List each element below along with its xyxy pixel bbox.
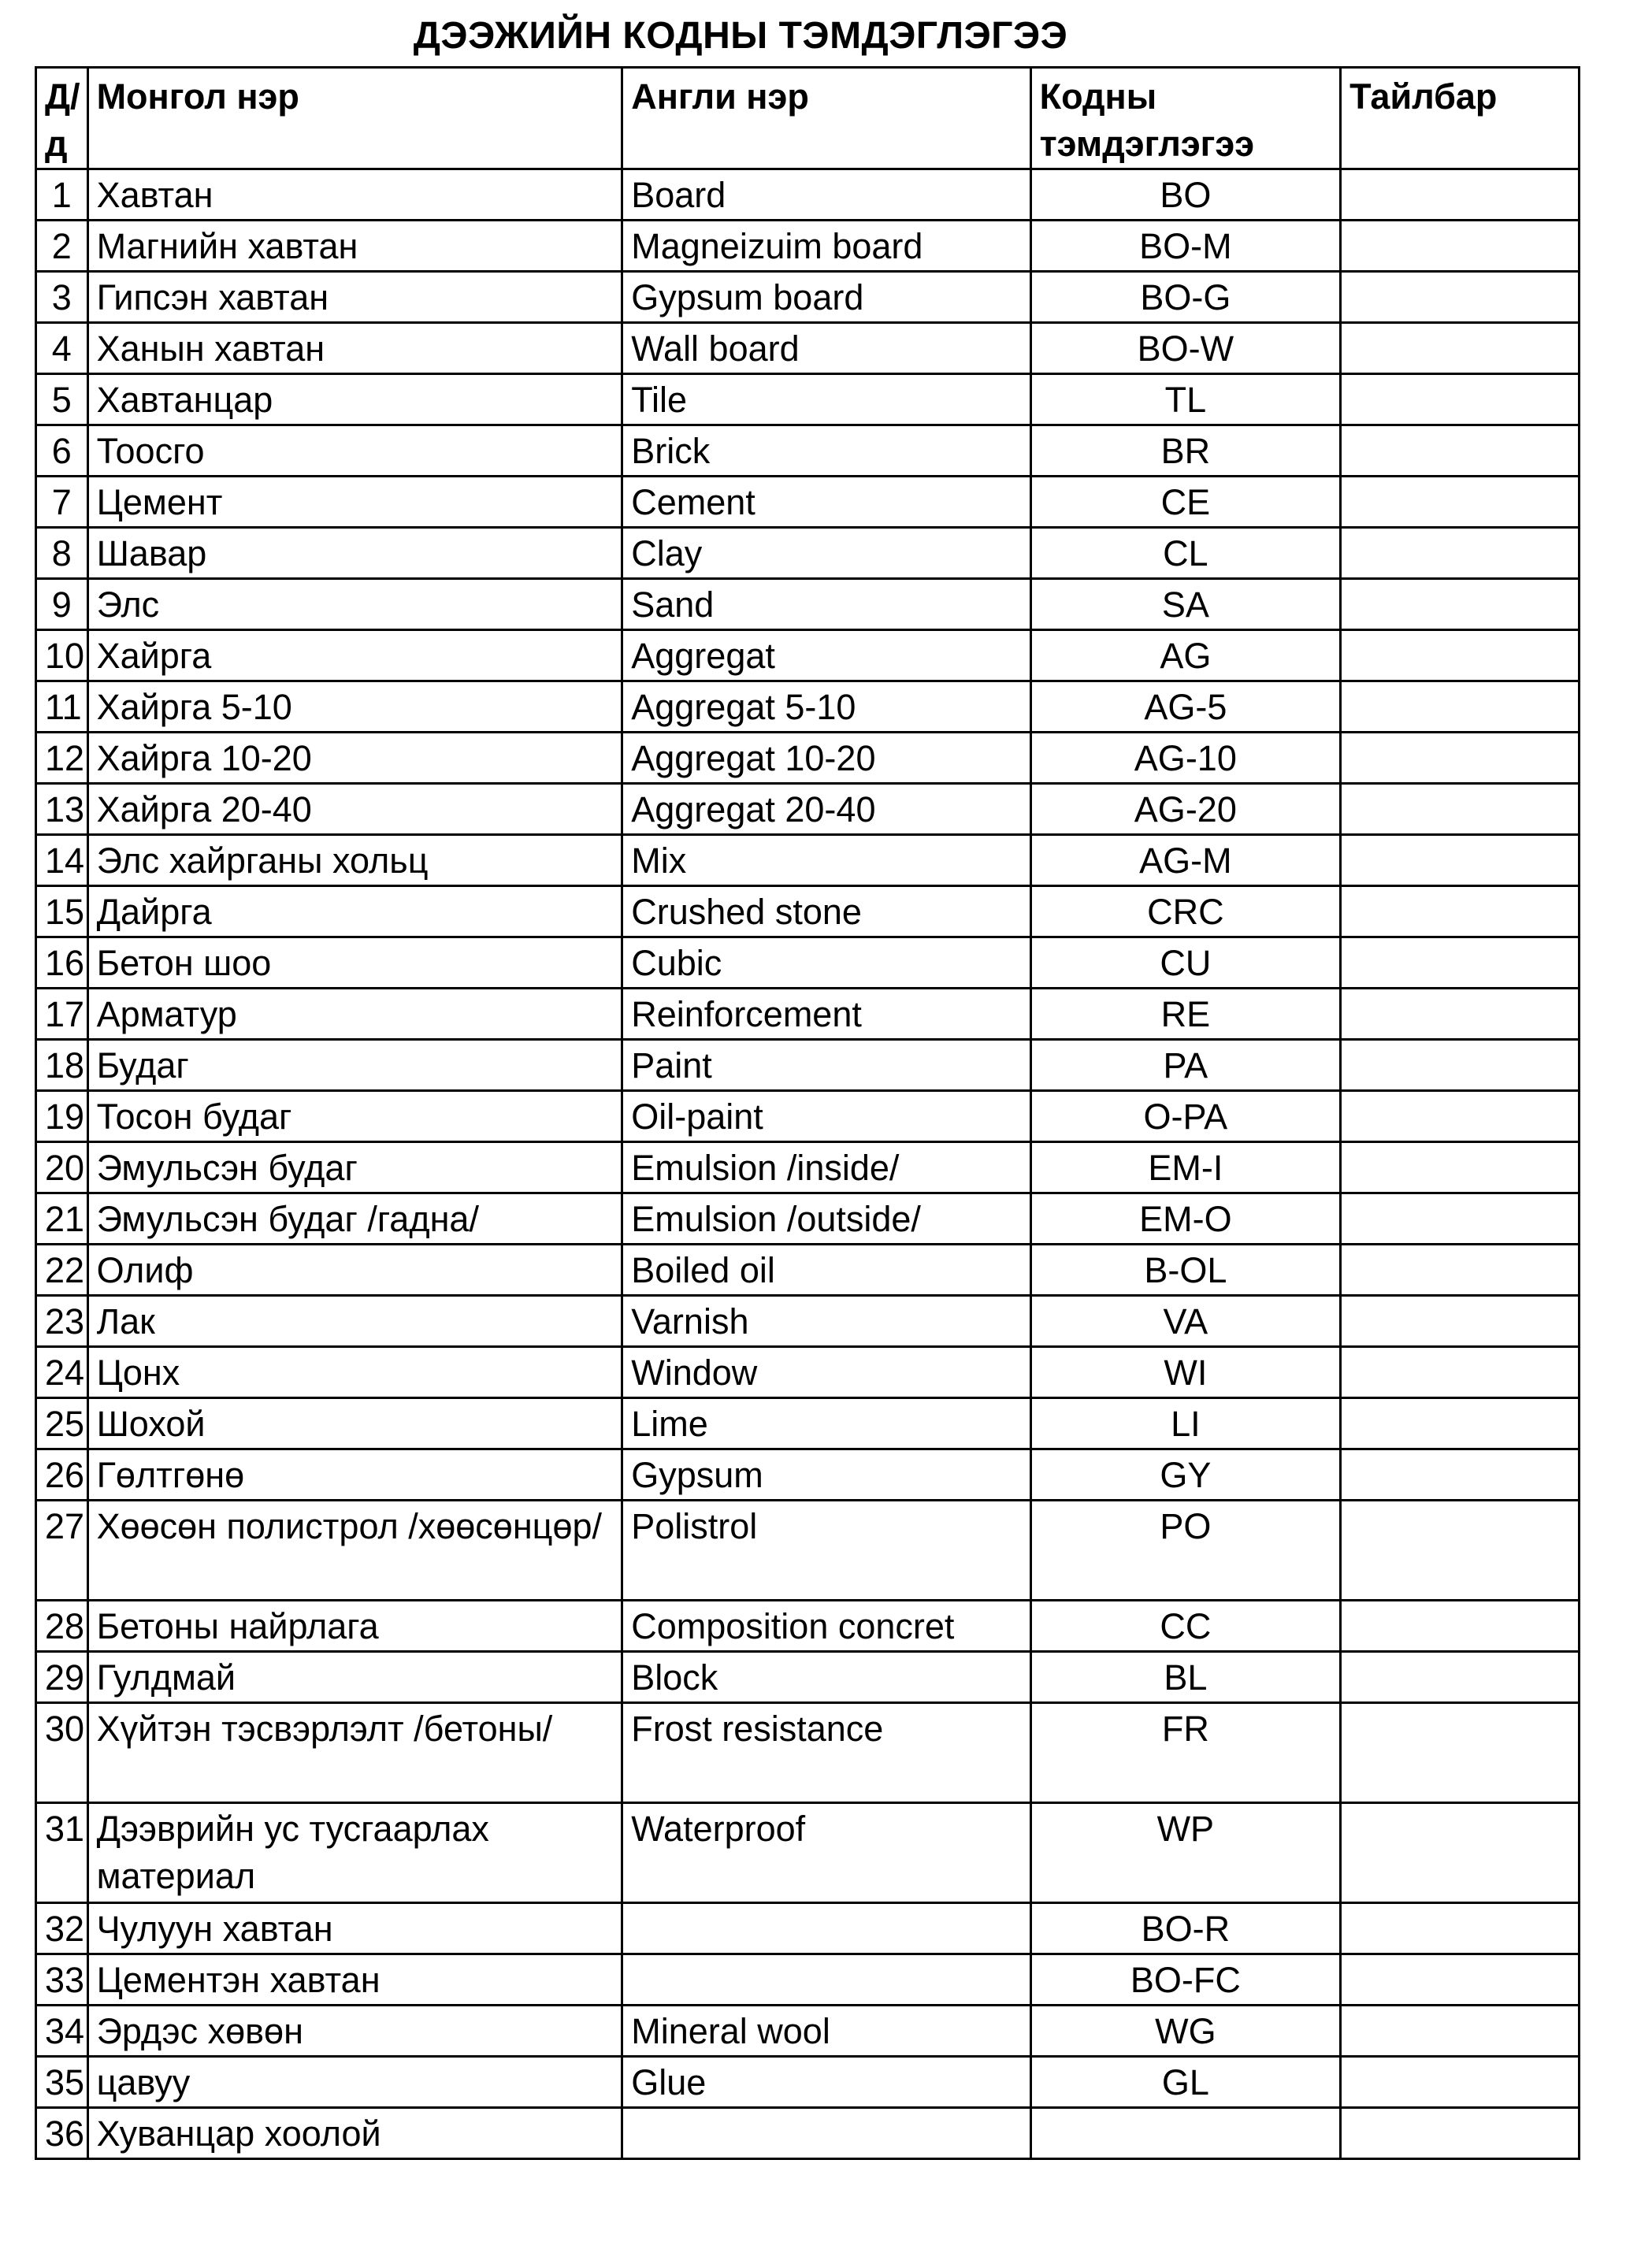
note-cell	[1341, 989, 1580, 1040]
code-cell	[1030, 2108, 1340, 2159]
english-name-cell: Wall board	[622, 323, 1030, 374]
mongolian-name-cell: Олиф	[87, 1245, 622, 1296]
english-name-cell: Crushed stone	[622, 886, 1030, 937]
code-cell: WG	[1030, 2006, 1340, 2057]
table-row	[36, 681, 1580, 733]
row-number-cell: 6	[36, 425, 88, 477]
note-cell	[1341, 169, 1580, 221]
english-name-cell: Gypsum	[622, 1449, 1030, 1501]
english-name-cell: Aggregat 20-40	[622, 784, 1030, 835]
note-cell	[1341, 579, 1580, 630]
mongolian-name-cell: Гипсэн хавтан	[87, 272, 622, 323]
code-cell: CE	[1030, 477, 1340, 528]
mongolian-name-cell: Чулуун хавтан	[87, 1903, 622, 1954]
table-row	[36, 937, 1580, 989]
row-number-cell: 3	[36, 272, 88, 323]
note-cell	[1341, 1398, 1580, 1449]
mongolian-name-cell: Арматур	[87, 989, 622, 1040]
table-row	[36, 169, 1580, 221]
row-number-cell: 5	[36, 374, 88, 425]
english-name-cell: Brick	[622, 425, 1030, 477]
note-cell	[1341, 1703, 1580, 1803]
code-cell: BO-W	[1030, 323, 1340, 374]
table-row	[36, 1449, 1580, 1501]
code-cell: VA	[1030, 1296, 1340, 1347]
mongolian-name-cell: Бетон шоо	[87, 937, 622, 989]
table-row	[36, 1142, 1580, 1193]
row-number-cell: 9	[36, 579, 88, 630]
english-name-cell: Composition concret	[622, 1601, 1030, 1652]
mongolian-name-cell: Хайрга 5-10	[87, 681, 622, 733]
code-cell: BL	[1030, 1652, 1340, 1703]
row-number-cell: 20	[36, 1142, 88, 1193]
row-number-cell: 26	[36, 1449, 88, 1501]
table-row	[36, 1296, 1580, 1347]
english-name-cell: Aggregat 10-20	[622, 733, 1030, 784]
row-number-cell: 30	[36, 1703, 88, 1803]
code-cell: GL	[1030, 2057, 1340, 2108]
table-row	[36, 1803, 1580, 1903]
row-number-cell: 7	[36, 477, 88, 528]
code-cell: BO-M	[1030, 221, 1340, 272]
row-number-cell: 13	[36, 784, 88, 835]
code-cell: PO	[1030, 1501, 1340, 1601]
header-row	[36, 68, 1580, 169]
mongolian-name-cell: Хавтанцар	[87, 374, 622, 425]
table-row	[36, 1091, 1580, 1142]
note-cell	[1341, 528, 1580, 579]
row-number-cell: 1	[36, 169, 88, 221]
note-cell	[1341, 1803, 1580, 1903]
table-row	[36, 1193, 1580, 1245]
row-number-cell: 15	[36, 886, 88, 937]
note-cell	[1341, 886, 1580, 937]
code-cell: FR	[1030, 1703, 1340, 1803]
english-name-cell: Waterproof	[622, 1803, 1030, 1903]
mongolian-name-cell: Цементэн хавтан	[87, 1954, 622, 2006]
english-name-cell: Aggregat 5-10	[622, 681, 1030, 733]
header-code: Кодны тэмдэглэгээ	[1030, 68, 1340, 169]
english-name-cell: Reinforcement	[622, 989, 1030, 1040]
code-cell: AG	[1030, 630, 1340, 681]
mongolian-name-cell: Хүйтэн тэсвэрлэлт /бетоны/	[87, 1703, 622, 1803]
table-row	[36, 1652, 1580, 1703]
note-cell	[1341, 221, 1580, 272]
table-row	[36, 1347, 1580, 1398]
row-number-cell: 14	[36, 835, 88, 886]
row-number-cell: 22	[36, 1245, 88, 1296]
english-name-cell: Clay	[622, 528, 1030, 579]
row-number-cell: 2	[36, 221, 88, 272]
code-cell: PA	[1030, 1040, 1340, 1091]
row-number-cell: 33	[36, 1954, 88, 2006]
table-row	[36, 2057, 1580, 2108]
note-cell	[1341, 1501, 1580, 1601]
mongolian-name-cell: Будаг	[87, 1040, 622, 1091]
row-number-cell: 10	[36, 630, 88, 681]
code-cell: O-PA	[1030, 1091, 1340, 1142]
table-row	[36, 630, 1580, 681]
note-cell	[1341, 1954, 1580, 2006]
code-cell: BO	[1030, 169, 1340, 221]
mongolian-name-cell: Эрдэс хөвөн	[87, 2006, 622, 2057]
table-row	[36, 989, 1580, 1040]
row-number-cell: 27	[36, 1501, 88, 1601]
table-row	[36, 323, 1580, 374]
code-cell: AG-10	[1030, 733, 1340, 784]
note-cell	[1341, 323, 1580, 374]
english-name-cell: Cement	[622, 477, 1030, 528]
english-name-cell: Mineral wool	[622, 2006, 1030, 2057]
code-cell: AG-20	[1030, 784, 1340, 835]
english-name-cell: Magneizuim board	[622, 221, 1030, 272]
note-cell	[1341, 1296, 1580, 1347]
table-row	[36, 835, 1580, 886]
note-cell	[1341, 1601, 1580, 1652]
english-name-cell: Sand	[622, 579, 1030, 630]
mongolian-name-cell: Магнийн хавтан	[87, 221, 622, 272]
mongolian-name-cell: Шохой	[87, 1398, 622, 1449]
note-cell	[1341, 937, 1580, 989]
table-body	[36, 169, 1580, 2159]
english-name-cell	[622, 1903, 1030, 1954]
code-cell: CRC	[1030, 886, 1340, 937]
document-title: ДЭЭЖИЙН КОДНЫ ТЭМДЭГЛЭГЭЭ	[413, 15, 1068, 57]
mongolian-name-cell: Элс	[87, 579, 622, 630]
table-header	[36, 68, 1580, 169]
table-row	[36, 477, 1580, 528]
note-cell	[1341, 733, 1580, 784]
mongolian-name-cell: Цонх	[87, 1347, 622, 1398]
table-row	[36, 1703, 1580, 1803]
mongolian-name-cell: Цемент	[87, 477, 622, 528]
row-number-cell: 28	[36, 1601, 88, 1652]
note-cell	[1341, 784, 1580, 835]
row-number-cell: 8	[36, 528, 88, 579]
mongolian-name-cell: Элс хайрганы хольц	[87, 835, 622, 886]
note-cell	[1341, 477, 1580, 528]
code-cell: GY	[1030, 1449, 1340, 1501]
header-note: Тайлбар	[1341, 68, 1580, 169]
code-cell: BO-G	[1030, 272, 1340, 323]
note-cell	[1341, 2108, 1580, 2159]
code-cell: TL	[1030, 374, 1340, 425]
row-number-cell: 24	[36, 1347, 88, 1398]
note-cell	[1341, 2057, 1580, 2108]
mongolian-name-cell: Бетоны найрлага	[87, 1601, 622, 1652]
table-row	[36, 579, 1580, 630]
note-cell	[1341, 1040, 1580, 1091]
row-number-cell: 31	[36, 1803, 88, 1903]
mongolian-name-cell: цавуу	[87, 2057, 622, 2108]
english-name-cell: Board	[622, 169, 1030, 221]
note-cell	[1341, 1245, 1580, 1296]
header-mongolian-name: Монгол нэр	[87, 68, 622, 169]
note-cell	[1341, 425, 1580, 477]
english-name-cell: Emulsion /inside/	[622, 1142, 1030, 1193]
table-row	[36, 2006, 1580, 2057]
english-name-cell: Glue	[622, 2057, 1030, 2108]
mongolian-name-cell: Эмульсэн будаг	[87, 1142, 622, 1193]
code-cell: BO-FC	[1030, 1954, 1340, 2006]
row-number-cell: 29	[36, 1652, 88, 1703]
table-row	[36, 2108, 1580, 2159]
english-name-cell: Oil-paint	[622, 1091, 1030, 1142]
table-row	[36, 1501, 1580, 1601]
note-cell	[1341, 1449, 1580, 1501]
code-cell: BO-R	[1030, 1903, 1340, 1954]
english-name-cell: Cubic	[622, 937, 1030, 989]
english-name-cell: Boiled oil	[622, 1245, 1030, 1296]
english-name-cell: Block	[622, 1652, 1030, 1703]
sample-code-table	[35, 66, 1580, 2160]
table-row	[36, 1398, 1580, 1449]
row-number-cell: 12	[36, 733, 88, 784]
note-cell	[1341, 1903, 1580, 1954]
mongolian-name-cell: Шавар	[87, 528, 622, 579]
row-number-cell: 11	[36, 681, 88, 733]
row-number-cell: 35	[36, 2057, 88, 2108]
row-number-cell: 4	[36, 323, 88, 374]
mongolian-name-cell: Дайрга	[87, 886, 622, 937]
header-english-name: Англи нэр	[622, 68, 1030, 169]
mongolian-name-cell: Хавтан	[87, 169, 622, 221]
mongolian-name-cell: Дээврийн ус тусгаарлах материал	[87, 1803, 622, 1903]
table-row	[36, 272, 1580, 323]
english-name-cell: Paint	[622, 1040, 1030, 1091]
header-number: Д/д	[36, 68, 88, 169]
note-cell	[1341, 681, 1580, 733]
row-number-cell: 19	[36, 1091, 88, 1142]
table-row	[36, 374, 1580, 425]
table-row	[36, 425, 1580, 477]
mongolian-name-cell: Хөөсөн полистрол /хөөсөнцөр/	[87, 1501, 622, 1601]
note-cell	[1341, 1347, 1580, 1398]
row-number-cell: 18	[36, 1040, 88, 1091]
table-row	[36, 1601, 1580, 1652]
note-cell	[1341, 630, 1580, 681]
note-cell	[1341, 1091, 1580, 1142]
code-cell: CC	[1030, 1601, 1340, 1652]
table-row	[36, 733, 1580, 784]
code-cell: CU	[1030, 937, 1340, 989]
english-name-cell: Window	[622, 1347, 1030, 1398]
mongolian-name-cell: Гөлтгөнө	[87, 1449, 622, 1501]
row-number-cell: 34	[36, 2006, 88, 2057]
english-name-cell: Mix	[622, 835, 1030, 886]
table-row	[36, 1245, 1580, 1296]
english-name-cell: Varnish	[622, 1296, 1030, 1347]
english-name-cell: Tile	[622, 374, 1030, 425]
mongolian-name-cell: Хайрга	[87, 630, 622, 681]
code-cell: B-OL	[1030, 1245, 1340, 1296]
note-cell	[1341, 1193, 1580, 1245]
row-number-cell: 17	[36, 989, 88, 1040]
code-cell: LI	[1030, 1398, 1340, 1449]
note-cell	[1341, 272, 1580, 323]
code-cell: CL	[1030, 528, 1340, 579]
english-name-cell: Gypsum board	[622, 272, 1030, 323]
note-cell	[1341, 835, 1580, 886]
mongolian-name-cell: Ханын хавтан	[87, 323, 622, 374]
row-number-cell: 36	[36, 2108, 88, 2159]
note-cell	[1341, 1652, 1580, 1703]
english-name-cell: Emulsion /outside/	[622, 1193, 1030, 1245]
note-cell	[1341, 2006, 1580, 2057]
mongolian-name-cell: Тоосго	[87, 425, 622, 477]
row-number-cell: 21	[36, 1193, 88, 1245]
mongolian-name-cell: Хайрга 10-20	[87, 733, 622, 784]
code-cell: EM-O	[1030, 1193, 1340, 1245]
table-row	[36, 1954, 1580, 2006]
mongolian-name-cell: Хайрга 20-40	[87, 784, 622, 835]
note-cell	[1341, 1142, 1580, 1193]
mongolian-name-cell: Лак	[87, 1296, 622, 1347]
code-cell: WP	[1030, 1803, 1340, 1903]
row-number-cell: 25	[36, 1398, 88, 1449]
code-cell: EM-I	[1030, 1142, 1340, 1193]
row-number-cell: 16	[36, 937, 88, 989]
code-cell: AG-M	[1030, 835, 1340, 886]
english-name-cell: Aggregat	[622, 630, 1030, 681]
code-cell: RE	[1030, 989, 1340, 1040]
mongolian-name-cell: Хуванцар хоолой	[87, 2108, 622, 2159]
mongolian-name-cell: Гулдмай	[87, 1652, 622, 1703]
english-name-cell: Frost resistance	[622, 1703, 1030, 1803]
note-cell	[1341, 374, 1580, 425]
table-row	[36, 528, 1580, 579]
english-name-cell	[622, 2108, 1030, 2159]
row-number-cell: 32	[36, 1903, 88, 1954]
code-cell: SA	[1030, 579, 1340, 630]
table-row	[36, 1040, 1580, 1091]
mongolian-name-cell: Тосон будаг	[87, 1091, 622, 1142]
english-name-cell: Polistrol	[622, 1501, 1030, 1601]
table-row	[36, 221, 1580, 272]
english-name-cell	[622, 1954, 1030, 2006]
row-number-cell: 23	[36, 1296, 88, 1347]
code-cell: BR	[1030, 425, 1340, 477]
table-row	[36, 784, 1580, 835]
code-cell: AG-5	[1030, 681, 1340, 733]
mongolian-name-cell: Эмульсэн будаг /гадна/	[87, 1193, 622, 1245]
english-name-cell: Lime	[622, 1398, 1030, 1449]
table-row	[36, 886, 1580, 937]
code-cell: WI	[1030, 1347, 1340, 1398]
table-row	[36, 1903, 1580, 1954]
